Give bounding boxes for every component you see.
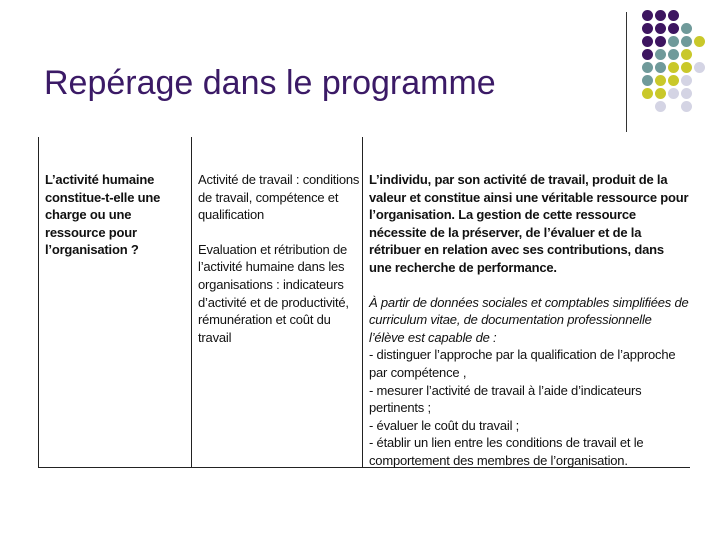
decorative-dot xyxy=(681,75,692,86)
decorative-dot xyxy=(668,49,679,60)
decorative-dot xyxy=(681,36,692,47)
decorative-dot xyxy=(655,88,666,99)
capacity-item: - établir un lien entre les conditions de travail et le comportement des membres de l’organisation. xyxy=(369,435,644,468)
decorative-dot xyxy=(642,23,653,34)
decorative-dot xyxy=(642,49,653,60)
decorative-dot xyxy=(681,62,692,73)
decorative-dot xyxy=(655,75,666,86)
decorative-dot xyxy=(655,36,666,47)
decorative-dot xyxy=(681,23,692,34)
decorative-dot xyxy=(668,62,679,73)
decorative-dot xyxy=(668,36,679,47)
decorative-dot xyxy=(681,49,692,60)
decorative-dot xyxy=(655,23,666,34)
slide-title: Repérage dans le programme xyxy=(44,64,496,102)
decorative-dot xyxy=(668,75,679,86)
capacity-item: - mesurer l’activité de travail à l’aide d’indicateurs pertinents ; xyxy=(369,382,642,416)
decorative-dot xyxy=(655,101,666,112)
decorative-dot xyxy=(681,88,692,99)
question-cell: L’activité humaine constitue-t-elle une charge ou une ressource pour l’organisation ? xyxy=(45,172,161,258)
decorative-dot xyxy=(694,62,705,73)
notion: Evaluation et rétribution de l’activité humaine dans les organisations : indicateurs d’activité et de productivité, rémunération et coût du travail xyxy=(198,241,349,345)
decorative-dot xyxy=(668,10,679,21)
context-text: L’individu, par son activité de travail, produit de la valeur et constitue ainsi une véritable ressource pour l’organisation. La gestion de cette ressource nécessite de la préserver, de l’évaluer et de la rétribuer en relation avec ses contributions, dans une recherche de performance. xyxy=(369,172,689,275)
decorative-dot xyxy=(668,23,679,34)
decorative-dot xyxy=(681,101,692,112)
decorative-dot xyxy=(655,62,666,73)
decorative-dot xyxy=(642,36,653,47)
table-border xyxy=(38,137,39,468)
context-cell xyxy=(369,171,689,470)
capacity-item: - évaluer le coût du travail ; xyxy=(369,417,520,433)
capacity-item: - distinguer l’approche par la qualification de l’approche par compétence , xyxy=(369,347,676,380)
decorative-dot xyxy=(668,88,679,99)
decorative-divider xyxy=(626,12,627,132)
decorative-dot xyxy=(655,10,666,21)
table-border xyxy=(191,137,192,468)
decorative-dot xyxy=(642,10,653,21)
notions-cell xyxy=(198,171,360,346)
decorative-dot xyxy=(655,49,666,60)
table-border xyxy=(362,137,363,468)
decorative-dot xyxy=(642,62,653,73)
decorative-dot xyxy=(642,88,653,99)
notion: Activité de travail : conditions de travail, compétence et qualification xyxy=(198,172,360,223)
decorative-dot xyxy=(642,75,653,86)
decorative-dot xyxy=(694,36,705,47)
capacities-intro: À partir de données sociales et comptables simplifiées de curriculum vitae, de documentation professionnelle l’élève est capable de : xyxy=(369,294,689,345)
